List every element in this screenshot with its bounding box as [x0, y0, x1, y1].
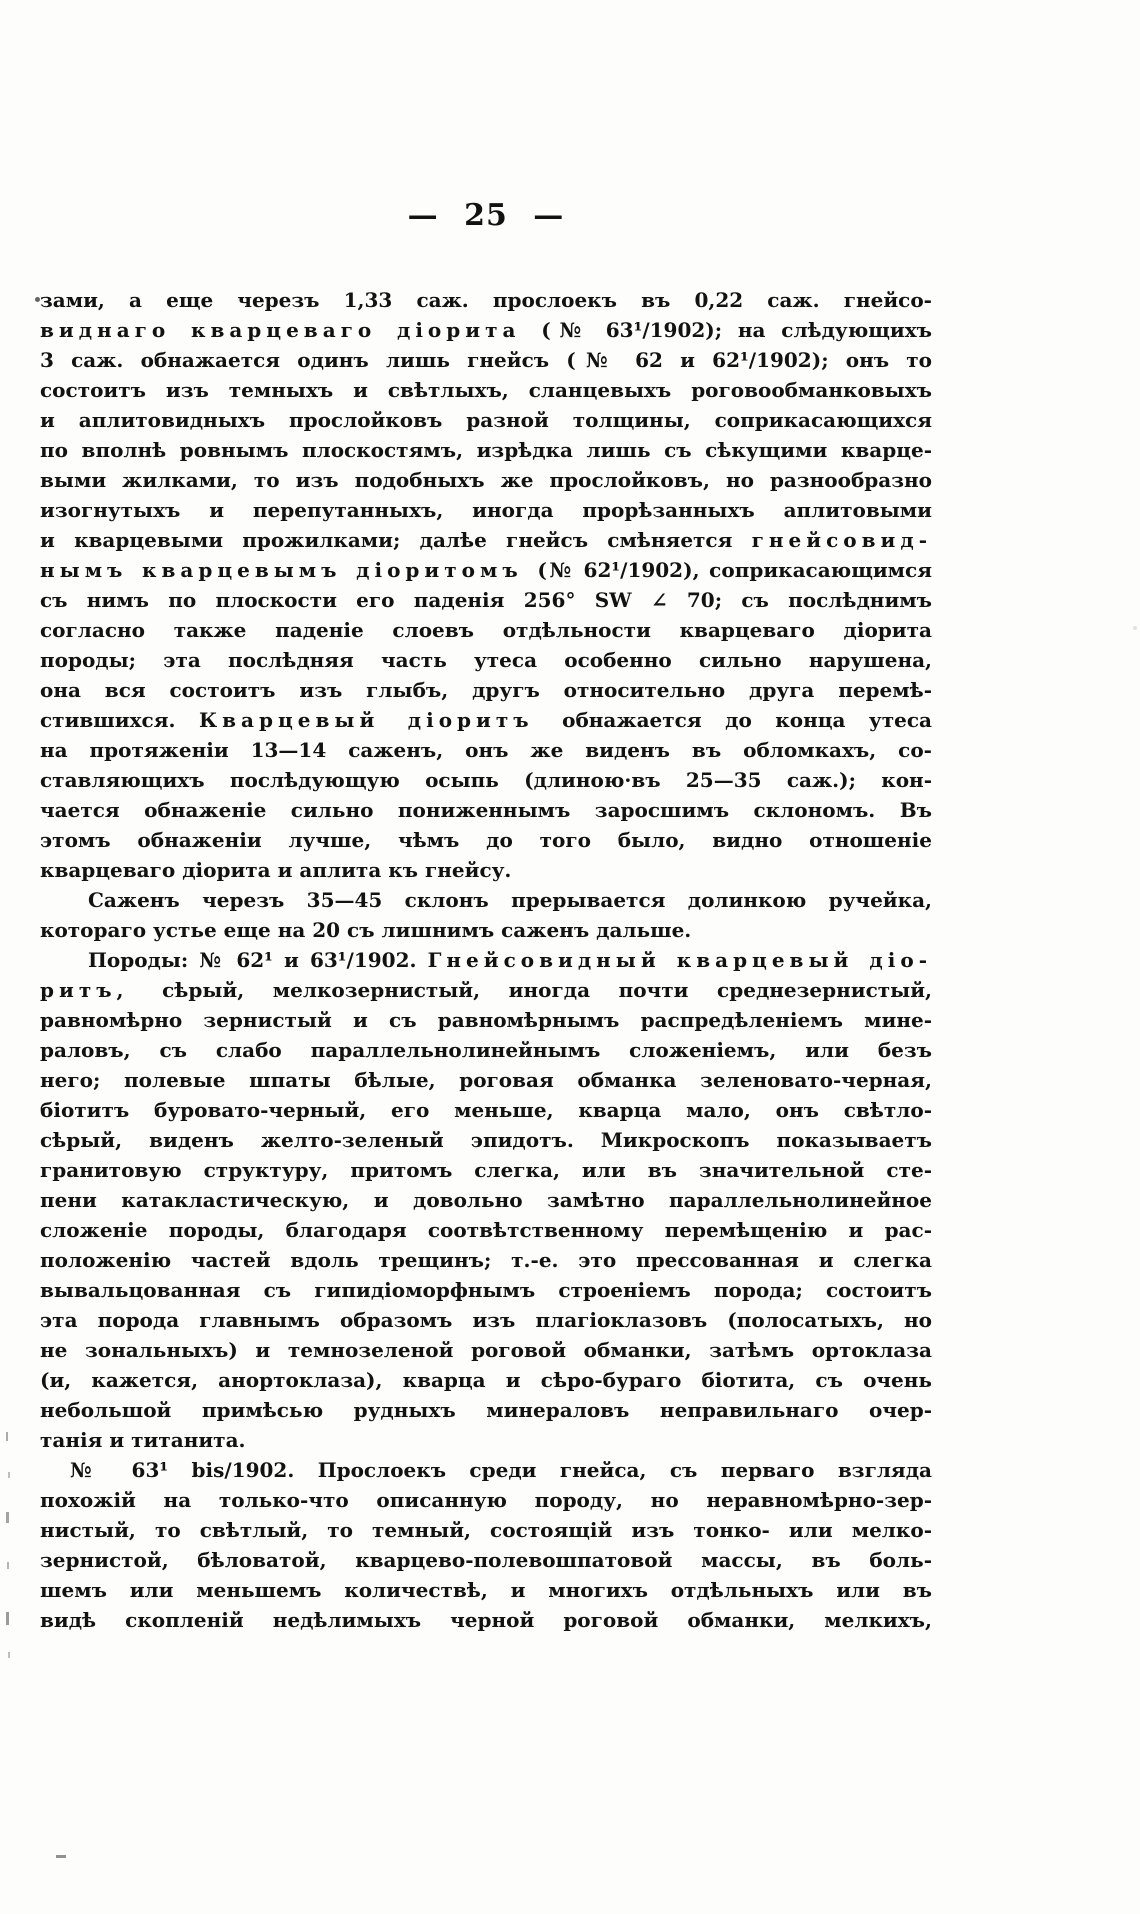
text-segment: небольшой примѣсью рудныхъ минераловъ неправильнаго очер- — [40, 1398, 932, 1422]
letterspaced-text: гнейсовид- — [751, 528, 932, 552]
text-segment: стившихся. — [40, 708, 199, 732]
text-line — [40, 1155, 932, 1185]
scan-artifact-speck — [1133, 626, 1137, 630]
text-line — [40, 1095, 932, 1125]
text-segment: она вся состоитъ изъ глыбъ, другъ относительно друга перемѣ- — [40, 678, 932, 702]
text-line — [40, 525, 932, 555]
page-number: — 25 — — [407, 198, 565, 233]
text-line — [40, 1335, 932, 1365]
text-segment: сложеніе породы, благодаря соотвѣтственному перемѣщенію и рас- — [40, 1218, 932, 1242]
text-segment: и аплитовидныхъ прослойковъ разной толщины, соприкасающихся — [40, 408, 932, 432]
text-segment: № 63¹ bis/1902. Прослоекъ среди гнейса, съ перваго взгляда — [70, 1458, 932, 1482]
text-segment: (№ 62¹/1902), соприкасающимся — [537, 558, 932, 582]
text-segment: похожій на только-что описанную породу, но неравномѣрно-зер- — [40, 1488, 932, 1512]
text-line — [40, 1605, 932, 1635]
text-line — [40, 285, 932, 315]
text-line — [40, 1515, 932, 1545]
text-line — [40, 555, 932, 585]
text-line — [40, 1005, 932, 1035]
text-line — [40, 1395, 932, 1425]
text-segment: на протяженіи 13—14 саженъ, онъ же виденъ въ обломкахъ, со- — [40, 738, 932, 762]
letterspaced-text: ритъ, — [40, 978, 163, 1002]
text-line — [40, 1485, 932, 1515]
letterspaced-text: виднаго кварцеваго діорита — [40, 318, 542, 342]
text-line — [40, 1125, 932, 1155]
text-segment: пени катакластическую, и довольно замѣтно параллельнолинейное — [40, 1188, 932, 1212]
scan-artifact-edge-tick — [8, 1652, 10, 1658]
text-segment: біотитъ буровато-черный, его меньше, кварца мало, онъ свѣтло- — [40, 1098, 932, 1122]
text-line — [40, 735, 932, 765]
scan-artifact-edge-tick — [6, 1612, 9, 1625]
text-line — [40, 645, 932, 675]
text-segment: не зональныхъ) и темнозеленой роговой обманки, затѣмъ ортоклаза — [40, 1338, 932, 1362]
text-segment: сѣрый, виденъ желто-зеленый эпидотъ. Микроскопъ показываетъ — [40, 1128, 932, 1152]
text-line — [40, 975, 932, 1005]
text-line — [40, 465, 932, 495]
text-segment: видѣ скопленій недѣлимыхъ черной роговой обманки, мелкихъ, — [40, 1608, 932, 1632]
text-line — [40, 795, 932, 825]
text-segment: зернистой, бѣловатой, кварцево-полевошпатовой массы, въ боль- — [40, 1548, 932, 1572]
text-line — [40, 1545, 932, 1575]
text-segment: раловъ, съ слабо параллельнолинейнымъ сложеніемъ, или безъ — [40, 1038, 932, 1062]
text-segment: равномѣрно зернистый и съ равномѣрнымъ распредѣленіемъ мине- — [40, 1008, 932, 1032]
text-line — [40, 495, 932, 525]
text-line — [40, 1365, 932, 1395]
text-segment: съ нимъ по плоскости его паденія 256° SW ∠ 70; съ послѣднимъ — [40, 588, 932, 612]
text-line — [40, 435, 932, 465]
text-segment: 3 саж. обнажается одинъ лишь гнейсъ (№ 62 и 62¹/1902); онъ то — [40, 348, 932, 372]
text-segment: гранитовую структуру, притомъ слегка, или въ значительной сте- — [40, 1158, 932, 1182]
text-segment: положенію частей вдоль трещинъ; т.-е. это прессованная и слегка — [40, 1248, 932, 1272]
text-line — [40, 1275, 932, 1305]
text-line — [40, 1065, 932, 1095]
text-segment: обнажается до конца утеса — [562, 708, 932, 732]
text-segment: выми жилками, то изъ подобныхъ же прослойковъ, но разнообразно — [40, 468, 932, 492]
scan-artifact-edge-tick — [8, 1472, 10, 1478]
scan-artifact-edge-tick — [6, 1432, 8, 1441]
scan-artifact-dash — [56, 1855, 66, 1858]
text-segment: кварцеваго діорита и аплита къ гнейсу. — [40, 858, 512, 882]
letterspaced-text: Гнейсовидный кварцевый діо- — [427, 948, 932, 972]
text-segment: танія и титанита. — [40, 1428, 246, 1452]
text-line — [40, 1215, 932, 1245]
text-block — [40, 285, 932, 1635]
text-segment: и кварцевыми прожилками; далѣе гнейсъ смѣняется — [40, 528, 752, 552]
text-line — [40, 405, 932, 435]
text-line — [40, 1245, 932, 1275]
text-line — [40, 705, 932, 735]
text-segment: эта порода главнымъ образомъ изъ плагіоклазовъ (полосатыхъ, но — [40, 1308, 932, 1332]
text-line — [40, 825, 932, 855]
text-segment: него; полевые шпаты бѣлые, роговая обманка зеленовато-черная, — [40, 1068, 932, 1092]
text-segment: (№ 63¹/1902); на слѣдующихъ — [541, 318, 932, 342]
text-segment: состоитъ изъ темныхъ и свѣтлыхъ, сланцевыхъ роговообманковыхъ — [40, 378, 932, 402]
text-line — [40, 1185, 932, 1215]
text-segment: вывальцованная съ гипидіоморфнымъ строеніемъ порода; состоитъ — [40, 1278, 932, 1302]
text-line — [40, 765, 932, 795]
text-segment: нистый, то свѣтлый, то темный, состоящій изъ тонко- или мелко- — [40, 1518, 932, 1542]
text-line — [40, 1425, 932, 1455]
text-line — [40, 1455, 932, 1485]
text-line — [40, 1035, 932, 1065]
text-line — [40, 375, 932, 405]
text-segment: ставляющихъ послѣдующую осыпь (длиною·въ 25—35 саж.); кон- — [40, 768, 932, 792]
text-segment: шемъ или меньшемъ количествѣ, и многихъ отдѣльныхъ или въ — [40, 1578, 932, 1602]
text-line — [40, 345, 932, 375]
text-segment: зами, а еще черезъ 1,33 саж. прослоекъ въ 0,22 саж. гнейсо- — [40, 288, 932, 312]
text-line — [40, 1305, 932, 1335]
text-line — [40, 885, 932, 915]
text-line — [40, 1575, 932, 1605]
scan-artifact-edge-tick — [6, 1512, 9, 1523]
text-line — [40, 855, 932, 885]
text-segment: сѣрый, мелкозернистый, иногда почти среднезернистый, — [162, 978, 932, 1002]
text-line — [40, 675, 932, 705]
text-segment: Породы: № 62¹ и 63¹/1902. — [88, 948, 428, 972]
text-line — [40, 945, 932, 975]
text-segment: котораго устье еще на 20 съ лишнимъ саженъ дальше. — [40, 918, 692, 942]
text-segment: этомъ обнаженіи лучше, чѣмъ до того было, видно отношеніе — [40, 828, 932, 852]
text-segment: по вполнѣ ровнымъ плоскостямъ, изрѣдка лишь съ сѣкущими кварце- — [40, 438, 932, 462]
text-line — [40, 915, 932, 945]
text-segment: согласно также паденіе слоевъ отдѣльности кварцеваго діорита — [40, 618, 932, 642]
text-segment: породы; эта послѣдняя часть утеса особенно сильно нарушена, — [40, 648, 932, 672]
scan-artifact-edge-tick — [7, 1562, 9, 1569]
text-line — [40, 585, 932, 615]
text-segment: чается обнаженіе сильно пониженнымъ заросшимъ склономъ. Въ — [40, 798, 932, 822]
letterspaced-text: Кварцевый діоритъ — [198, 708, 563, 732]
scan-artifact-dot — [35, 297, 40, 302]
text-line — [40, 615, 932, 645]
text-line — [40, 315, 932, 345]
text-segment: Саженъ черезъ 35—45 склонъ прерывается долинкою ручейка, — [88, 888, 932, 912]
text-segment: изогнутыхъ и перепутанныхъ, иногда прорѣзанныхъ аплитовыми — [40, 498, 932, 522]
text-segment: (и, кажется, анортоклаза), кварца и сѣро-бураго біотита, съ очень — [40, 1368, 932, 1392]
letterspaced-text: нымъ кварцевымъ діоритомъ — [40, 558, 538, 582]
